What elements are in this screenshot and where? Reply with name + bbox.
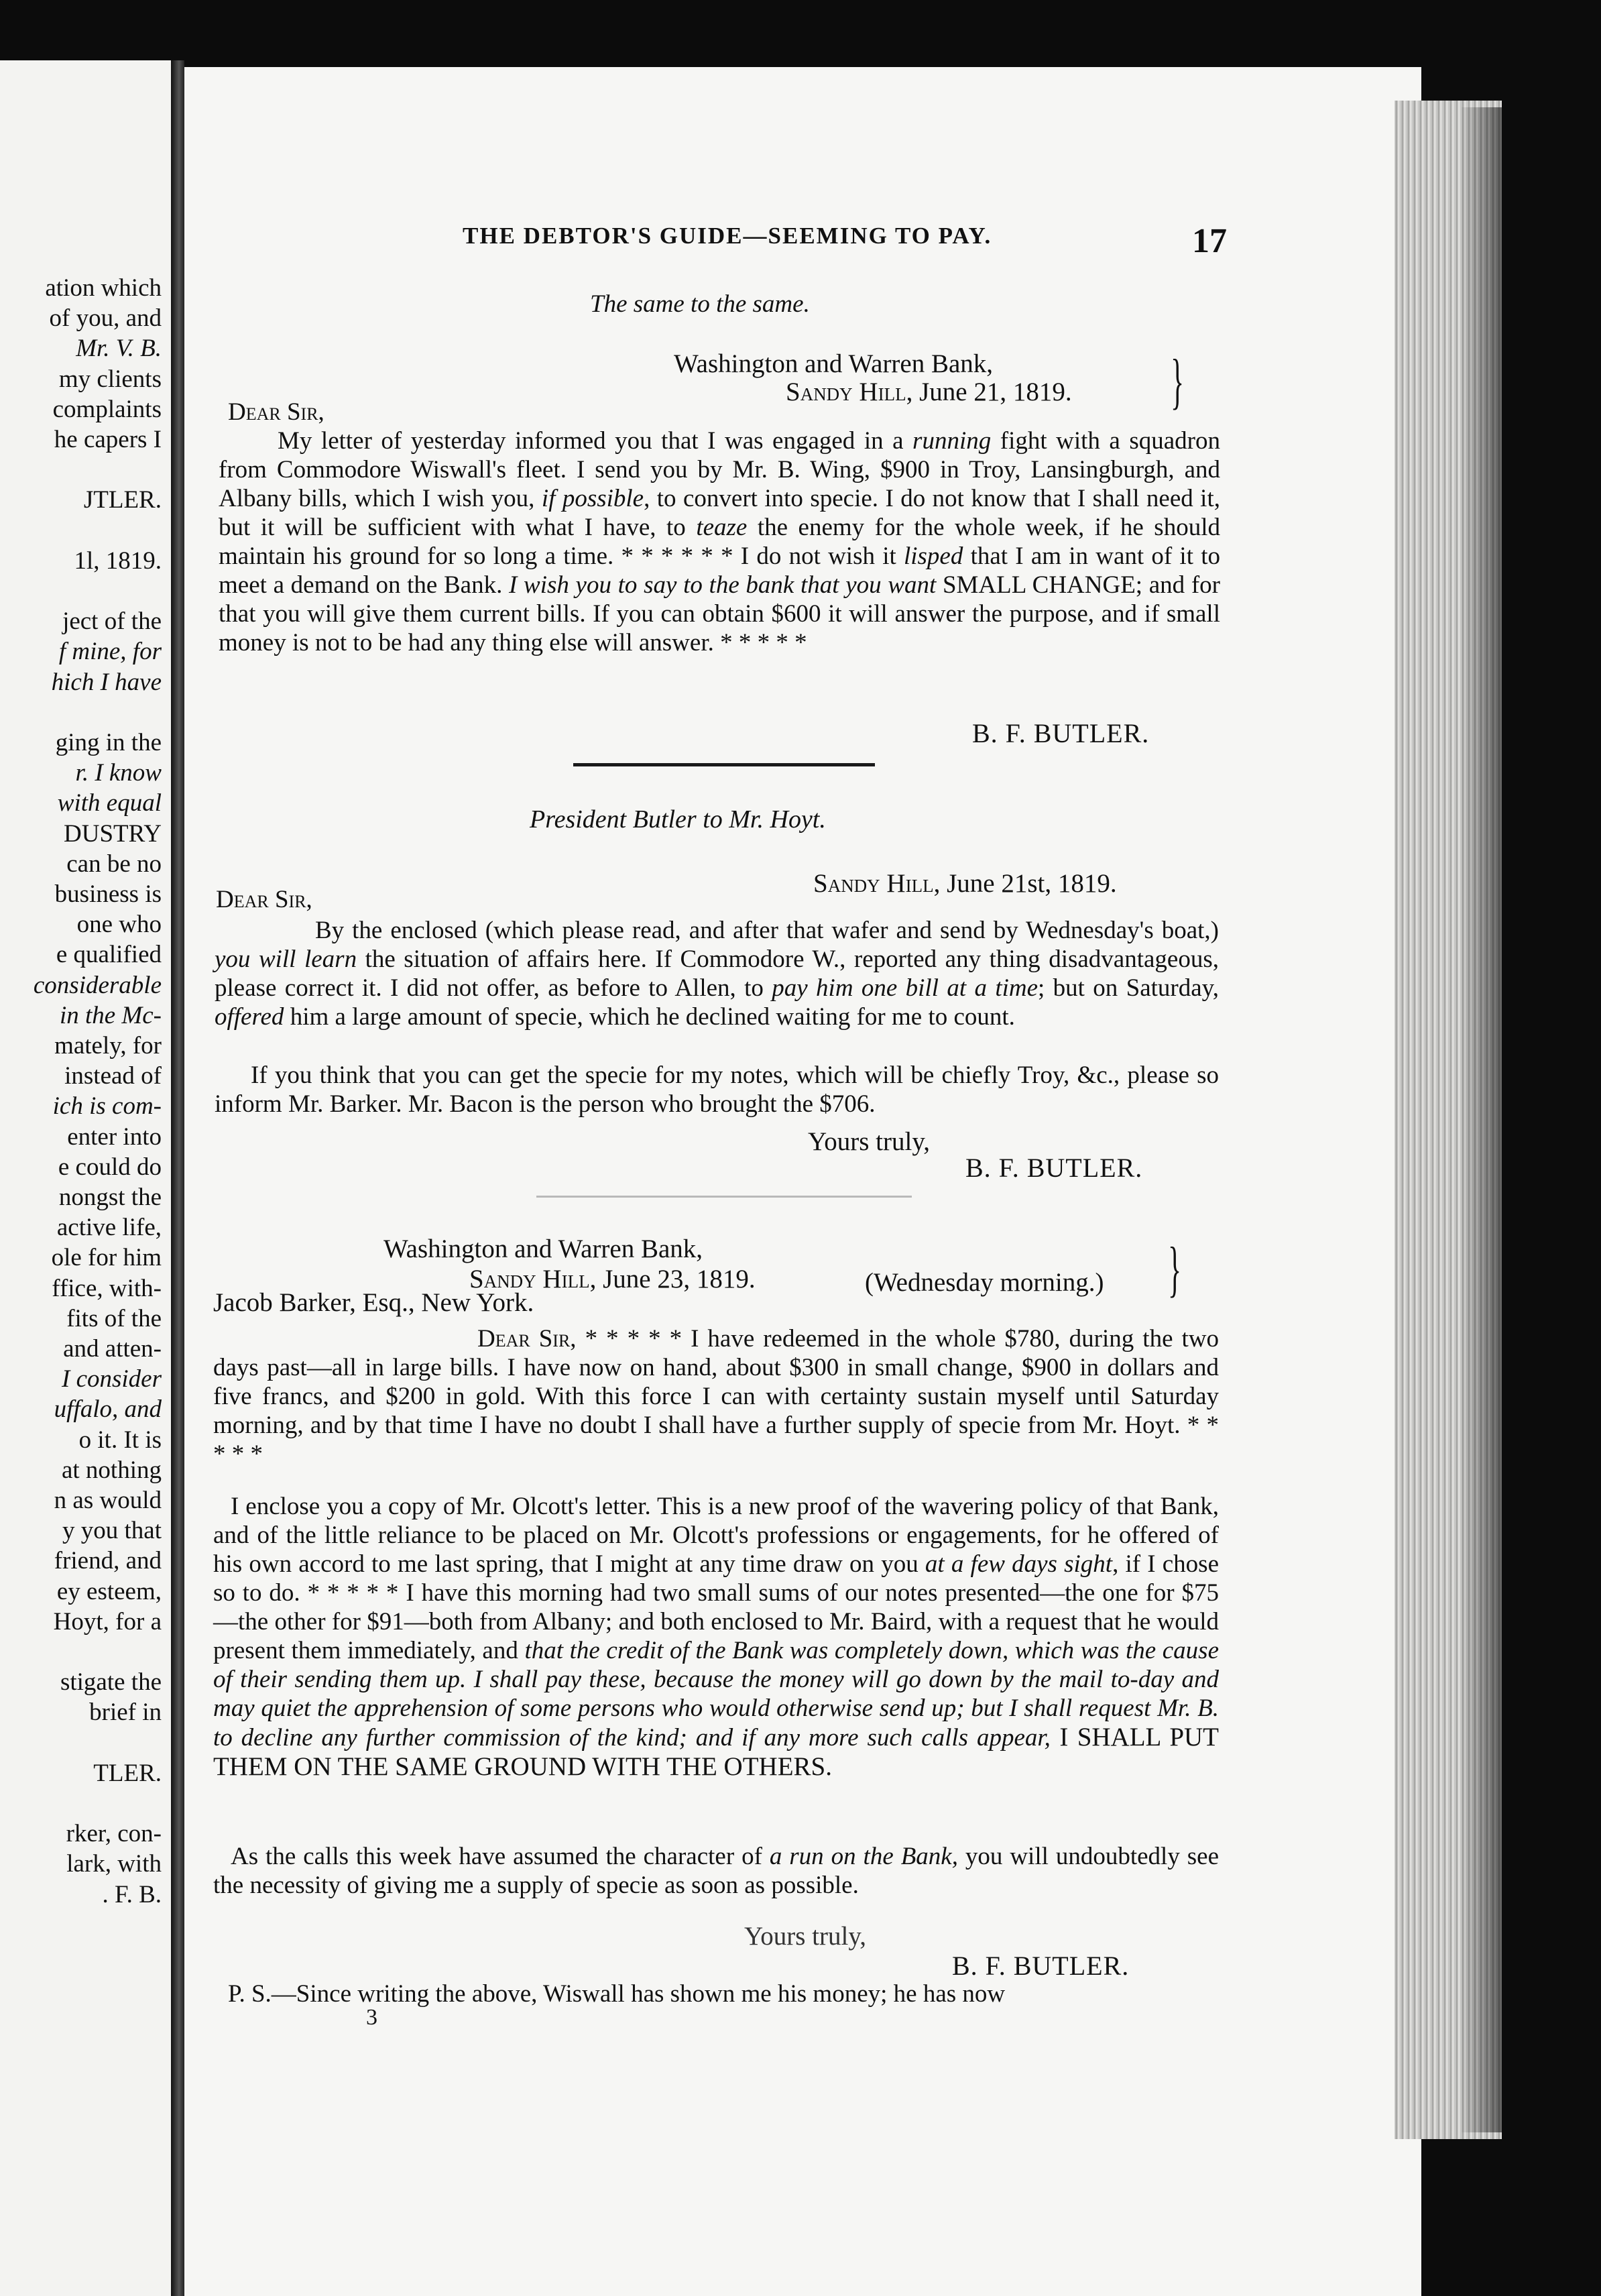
letter2-place-date [813, 868, 1117, 899]
letter3-para3 [213, 1842, 1219, 1900]
letter3-emph-2: that the credit of the Bank was completely down, which was the cause of their sending them up. I shall pay these, because the money will go down by the mail to-day and may quiet the apprehension of some persons who would otherwise send up; but I shall request Mr. B. to decline any further commission of the kind; and if any more such calls appear, [213, 1637, 1220, 1752]
left-page-line: business is [54, 880, 162, 908]
letter2-salutation: Dear Sir, [216, 886, 312, 913]
left-page-line: Mr. V. B. [76, 335, 162, 363]
letter3-date: June 23, 1819. [603, 1265, 756, 1294]
left-page-line: in the Mc- [59, 1001, 162, 1029]
left-page-line: rker, con- [66, 1820, 162, 1848]
left-page-line: DUSTRY [64, 819, 162, 848]
left-page-line: y you that [62, 1517, 162, 1545]
left-page-line: complaints [52, 395, 162, 423]
left-page-line: my clients [58, 365, 162, 393]
letter1-place-date [786, 377, 1072, 407]
letter2-text-2: the situation of affairs here. If Commodore W., reported any thing disadvantageous, please correct it. I did not offer, as before to Allen, to [215, 945, 1219, 1002]
letter3-bank: Washington and Warren Bank, [383, 1235, 703, 1263]
letter2-closing: Yours truly, [808, 1127, 931, 1156]
left-page-line: mately, for [54, 1032, 162, 1059]
left-page-line: n as would [54, 1487, 162, 1514]
letter3-text-3: I SHALL PUT THEM ON THE SAME GROUND WITH THE OTHERS. [213, 1723, 1219, 1781]
left-page-line: f mine, for [58, 638, 162, 666]
left-page-line: ging in the [55, 729, 162, 756]
letter2-emph-3: offered [215, 1003, 284, 1031]
letter2-para1 [215, 916, 1219, 1031]
letter1-text-4: the enemy for the whole week, if he should maintain his ground for so long a time. * * * * * * I do not wish it [219, 514, 1220, 570]
letter1-bank: Washington and Warren Bank, [674, 349, 994, 378]
letter3-para1-text: * * * * * I have redeemed in the whole $780, during the two days past—all in large bills. I have now on hand, about $300 in small change, $900 in dollars and five francs, and $200 in gold. With this force I can with certainty sustain myself until Saturday morning, and by that time I have no doubt I shall have a further supply of specie from Mr. Hoyt. * * * * * [213, 1325, 1219, 1468]
left-page-line: brief in [89, 1699, 162, 1727]
letter3-place: Sandy Hill, [469, 1265, 597, 1294]
letter1-brace: } [1171, 347, 1185, 415]
left-page-line: enter into [67, 1123, 162, 1151]
letter1-date: June 21, 1819. [919, 378, 1072, 406]
left-page-line: uffalo, and [54, 1395, 162, 1424]
left-page-line: instead of [64, 1062, 162, 1090]
book-spine [171, 60, 184, 2296]
left-page-line: I consider [62, 1365, 162, 1393]
letter3-text-1: I enclose you a copy of Mr. Olcott's letter. This is a new proof of the wavering policy of that Bank, and of the little reliance to be placed on Mr. Olcott's professions or engagements, for he offered of his own accord to me last spring, that I might at any time draw on you [213, 1493, 1219, 1578]
left-page-line: with equal [57, 789, 162, 817]
left-page-line: ject of the [62, 608, 162, 636]
left-page-line: e could do [58, 1153, 162, 1181]
left-page-line: he capers I [54, 426, 162, 453]
letter3-emph-3: a run on the Bank, [769, 1843, 958, 1870]
left-page-line: ation which [45, 274, 162, 302]
letter1-text-1: My letter of yesterday informed you that I was engaged in a [278, 427, 913, 455]
left-page-line: lark, with [66, 1850, 162, 1878]
letter2-text-4: him a large amount of specie, which he declined waiting for me to count. [284, 1003, 1015, 1031]
letter3-addressee: Jacob Barker, Esq., New York. [213, 1288, 534, 1317]
left-page-fragment [0, 60, 171, 2296]
letter2-date: June 21st, 1819. [947, 869, 1117, 898]
letter3-para1 [213, 1324, 1219, 1469]
signature-mark: 3 [366, 2005, 377, 2030]
letter3-para2 [213, 1492, 1219, 1782]
section-divider [573, 763, 875, 766]
letter1-emph-2: if possible [541, 485, 644, 512]
left-page-line: e qualified [56, 941, 162, 969]
letter2-emph-2: pay him one bill at a time [772, 974, 1039, 1002]
letter1-emph-5: I wish you to say to the bank that you want [509, 571, 937, 599]
left-page-line: 1l, 1819. [74, 547, 162, 575]
page-edge-shadow [1462, 107, 1502, 2132]
left-page-line: and atten- [63, 1335, 162, 1363]
letter1-text-6: SMALL CHANGE; and for that you will give them current bills. If you can obtain $600 it will answer the purpose, and if small money is not to be had any thing else will answer. * * * * * [219, 571, 1220, 656]
letter1-signature: B. F. BUTLER. [972, 718, 1150, 748]
left-page-line: ole for him [51, 1244, 162, 1272]
left-page-line: . F. B. [102, 1880, 162, 1908]
left-page-line: ey esteem, [56, 1577, 162, 1605]
letter2-heading: President Butler to Mr. Hoyt. [530, 805, 826, 834]
letter3-closing: Yours truly, [744, 1922, 867, 1951]
letter2-place: Sandy Hill, [813, 869, 941, 898]
letter3-emph-1: at a few days sight [925, 1550, 1113, 1578]
left-page-line: ffice, with- [52, 1274, 162, 1302]
letter3-time-note: (Wednesday morning.) [865, 1268, 1104, 1297]
running-header: THE DEBTOR'S GUIDE—SEEMING TO PAY. [463, 223, 992, 249]
left-page-line: nongst the [58, 1184, 162, 1211]
left-page-line: can be no [66, 850, 162, 878]
letter3-text-5: you will undoubtedly see the necessity of giving me a supply of specie as soon as possible. [213, 1843, 1219, 1899]
left-page-line: hich I have [51, 668, 162, 696]
section-divider-faint [536, 1196, 912, 1198]
left-page-line: TLER. [93, 1759, 162, 1787]
left-page-line: of you, and [49, 304, 162, 333]
letter2-para2 [215, 1061, 1219, 1118]
left-page-line: considerable [33, 971, 162, 999]
letter2-para2-text: If you think that you can get the specie for my notes, which will be chiefly Troy, &c., please so inform Mr. Barker. Mr. Bacon is the person who brought the $706. [215, 1061, 1219, 1118]
left-page-line: at nothing [61, 1456, 162, 1484]
left-page-line: o it. It is [78, 1426, 162, 1454]
letter2-signature: B. F. BUTLER. [965, 1153, 1143, 1183]
left-page-line: JTLER. [83, 486, 162, 514]
left-page-line: ich is com- [52, 1092, 162, 1121]
letter1-emph-1: running [912, 427, 992, 455]
left-page-line: active life, [56, 1214, 162, 1242]
letter3-text-2: , if I chose so to do. * * * * * I have this morning had two small sums of our notes presented—the one for $75—the other for $91—both from Albany; and both enclosed to Mr. Baird, with a request that he would present them immediately, and [213, 1550, 1220, 1664]
letter1-body [219, 426, 1220, 657]
left-page-line: one who [76, 911, 162, 939]
postscript: P. S.—Since writing the above, Wiswall has shown me his money; he has now [228, 1980, 1006, 2008]
letter1-heading: The same to the same. [590, 290, 810, 318]
letter3-brace: } [1168, 1235, 1182, 1303]
letter3-text-4: As the calls this week have assumed the character of [231, 1843, 770, 1870]
letter2-emph-1: you will learn [215, 945, 357, 973]
letter3-salutation: Dear Sir, [477, 1325, 577, 1353]
letter2-text-1: By the enclosed (which please read, and after that wafer and send by Wednesday's boat,) [315, 917, 1219, 944]
letter1-salutation: Dear Sir, [228, 398, 324, 426]
left-page-line: friend, and [54, 1547, 162, 1575]
letter1-place: Sandy Hill, [786, 378, 913, 406]
letter3-signature: B. F. BUTLER. [952, 1951, 1130, 1981]
letter1-text-2: fight with a squadron from Commodore Wiswall's fleet. I send you by Mr. B. Wing, $900 in Troy, Lansingburgh, and Albany bills, which I wish you, [219, 427, 1220, 512]
letter1-emph-3: teaze [696, 514, 748, 541]
left-page-line: fits of the [66, 1304, 162, 1332]
letter1-text-5: that I am in want of it to meet a demand on the Bank. [219, 542, 1220, 599]
left-page-line: r. I know [75, 759, 162, 787]
letter2-text-3: ; but on Saturday, [1038, 974, 1220, 1002]
letter1-text-3: , to convert into specie. I do not know that I shall need it, but it will be sufficient with what I have, to [219, 485, 1220, 541]
letter1-emph-4: lisped [903, 542, 963, 570]
left-page-line: Hoyt, for a [53, 1607, 162, 1635]
page-number: 17 [1192, 222, 1227, 260]
left-page-line: stigate the [60, 1668, 162, 1697]
